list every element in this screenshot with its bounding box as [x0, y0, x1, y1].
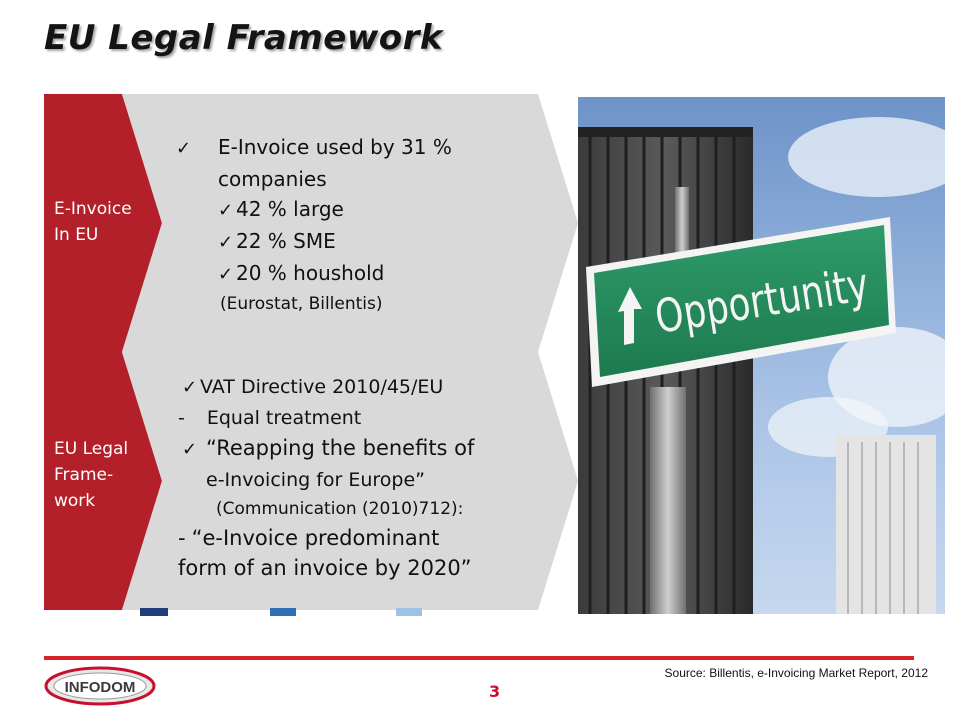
panel-e-invoice	[44, 94, 578, 352]
panel-label: EU Legal Frame- work	[54, 439, 129, 511]
source-citation: Source: Billentis, e-Invoicing Market Report, 2012	[664, 666, 928, 680]
list-item: ✓ E-Invoice used by 31 %	[176, 132, 452, 164]
panel-content	[176, 132, 452, 318]
list-item-continuation: e-Invoicing for Europe”	[206, 469, 426, 491]
list-item: - “e-Invoice predominant	[178, 526, 440, 550]
check-icon: ✓	[182, 377, 198, 398]
footer-divider	[44, 656, 914, 660]
panel-label: E-Invoice In EU	[54, 199, 132, 245]
sign-text: Opportunity	[651, 247, 933, 344]
opportunity-sign-photo	[578, 97, 945, 614]
list-item-continuation: companies	[218, 167, 327, 191]
check-icon: ✓	[218, 232, 234, 253]
list-item: ✓ VAT Directive 2010/45/EU	[178, 372, 474, 403]
page-number: 3	[489, 682, 501, 701]
source-note: (Eurostat, Billentis)	[220, 294, 383, 314]
sub-item: ✓ 22 % SME	[176, 226, 452, 258]
list-item-continuation: form of an invoice by 2020”	[178, 556, 472, 580]
check-icon: ✓	[218, 200, 234, 221]
check-icon: ✓	[218, 264, 234, 285]
panel-content	[178, 372, 474, 583]
sub-item: ✓ 20 % houshold	[176, 258, 452, 290]
slide-title: EU Legal Framework	[44, 18, 444, 58]
sub-item: ✓ 42 % large	[176, 194, 452, 226]
check-icon: ✓	[176, 138, 192, 159]
panel-eu-legal-framework	[44, 352, 578, 610]
infodom-logo	[44, 666, 156, 706]
reference-note: (Communication (2010)712):	[216, 499, 464, 519]
check-icon: ✓	[182, 439, 198, 460]
legend-fragments	[140, 606, 460, 616]
list-item: ✓ “Reapping the benefits of	[178, 433, 474, 465]
sub-item: - Equal treatment	[178, 407, 362, 429]
logo-text: INFODOM	[64, 679, 136, 696]
